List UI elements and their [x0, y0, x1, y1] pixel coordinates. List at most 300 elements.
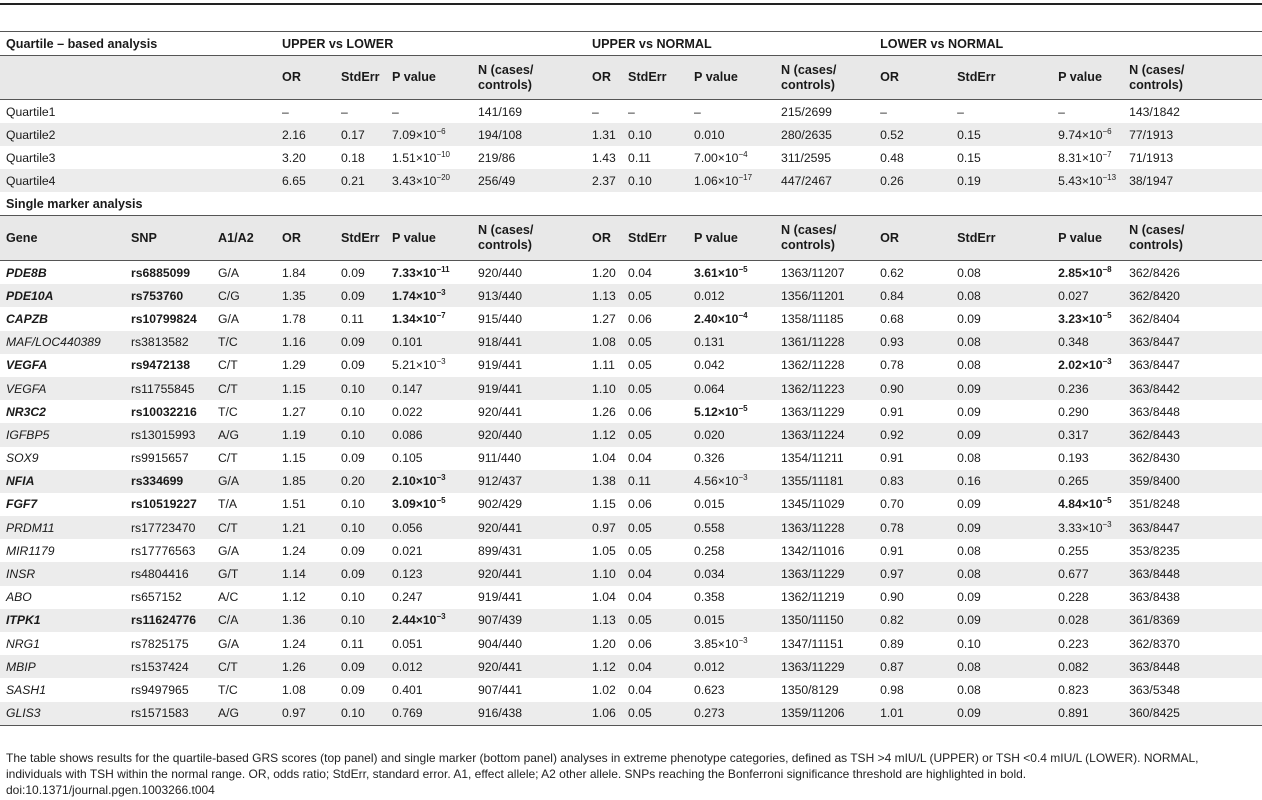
cell-or: 1.26 — [592, 404, 616, 419]
cell-or: 3.20 — [282, 150, 306, 165]
gene-name: MBIP — [0, 655, 125, 678]
cell-or: 1.12 — [586, 423, 622, 446]
col-stderr: StdErr — [622, 56, 688, 100]
cell-stderr: 0.10 — [622, 169, 688, 192]
cell-stderr: 0.09 — [341, 358, 365, 373]
cell-or: 1.04 — [592, 451, 616, 466]
allele: C/T — [218, 358, 238, 373]
allele: C/A — [212, 609, 276, 632]
cell-stderr: 0.10 — [335, 377, 386, 400]
marker-row — [0, 702, 1262, 726]
cell-stderr: 0.10 — [335, 423, 386, 446]
gene-name: NR3C2 — [6, 404, 46, 419]
exponent: −10 — [436, 149, 451, 159]
allele: T/C — [218, 404, 238, 419]
col-or: OR — [276, 56, 335, 100]
cell-pvalue: 0.401 — [392, 682, 423, 697]
exponent: −17 — [738, 172, 753, 182]
marker-row — [0, 655, 1262, 678]
col-or: OR — [276, 216, 335, 261]
cell-n: 141/169 — [478, 104, 523, 119]
cell-pvalue: $8.31\times 10^{-7}$ — [1058, 149, 1112, 165]
cell-n: 1354/11211 — [781, 451, 844, 466]
marker-row — [0, 423, 1262, 446]
cell-n: 359/8400 — [1123, 470, 1262, 493]
marker-row — [0, 470, 1262, 493]
cell-or: 0.68 — [880, 311, 904, 326]
single-section-title: Single marker analysis — [6, 196, 143, 211]
cell-stderr: 0.05 — [622, 377, 688, 400]
col-pvalue: P value — [1052, 56, 1123, 100]
exponent: −20 — [436, 172, 451, 182]
cell-or: 1.27 — [592, 311, 616, 326]
marker-row — [0, 539, 1262, 562]
snp-id: rs10799824 — [131, 311, 197, 326]
col-pvalue: P value — [688, 216, 775, 261]
quartile-name: Quartile4 — [0, 169, 276, 192]
cell-or: 1.08 — [586, 331, 622, 354]
cell-stderr: 0.10 — [335, 702, 386, 726]
cell-stderr: 0.09 — [951, 609, 1052, 632]
snp-id: rs3813582 — [125, 331, 212, 354]
cell-n: 363/8438 — [1129, 590, 1180, 605]
cell-stderr: 0.09 — [957, 590, 981, 605]
col-pvalue: P value — [688, 56, 775, 100]
cell-pvalue: $2.85\times 10^{-8}$ — [1058, 264, 1112, 280]
cell-pvalue: 0.348 — [1052, 331, 1123, 354]
gene-name: CAPZB — [6, 311, 48, 326]
cell-n: 920/441 — [478, 404, 523, 419]
col-or: OR — [874, 56, 951, 100]
cell-or: 1.29 — [282, 358, 306, 373]
allele: G/A — [212, 470, 276, 493]
table-footnote — [6, 750, 1256, 798]
allele: C/T — [212, 377, 276, 400]
cell-or: 1.01 — [874, 702, 951, 726]
cell-stderr: 0.09 — [335, 284, 386, 307]
cell-or: 0.78 — [880, 358, 904, 373]
cell-or: 1.31 — [586, 123, 622, 146]
cell-pvalue: $4.84\times 10^{-5}$ — [1058, 496, 1112, 512]
col-stderr: StdErr — [335, 56, 386, 100]
cell-stderr: 0.04 — [622, 655, 688, 678]
gene-name: NRG1 — [6, 636, 40, 651]
single-header-row — [0, 216, 1262, 261]
cell-stderr: 0.04 — [628, 265, 652, 280]
gene-name: VEGFA — [0, 377, 125, 400]
col-stderr: StdErr — [951, 216, 1052, 261]
cell-or: 1.02 — [592, 682, 616, 697]
cell-stderr: 0.09 — [335, 562, 386, 585]
cell-stderr: 0.10 — [341, 497, 365, 512]
cell-or: 1.26 — [276, 655, 335, 678]
snp-id: rs657152 — [131, 590, 182, 605]
cell-n: 219/86 — [478, 150, 516, 165]
snp-id: rs4804416 — [125, 562, 212, 585]
cell-n: 363/8447 — [1123, 516, 1262, 539]
cell-pvalue: 0.021 — [392, 543, 423, 558]
footnote-text: The table shows results for the quartile-based GRS scores (top panel) and single marker (bottom panel) analyses in extreme phenotype categories, defined as TSH >4 mIU/L (UPPER) or TSH <0.4 mIU/L (LOWER). NORMAL, individuals with TSH within the normal range. OR, odds ratio; StdErr, standard error. A1, effect allele; A2 other allele. SNPs reaching the Bonferroni significance threshold are highlighted in bold. — [6, 751, 1199, 781]
cell-pvalue: 0.082 — [1052, 655, 1123, 678]
cell-n: 919/441 — [478, 590, 523, 605]
cell-or: 1.19 — [276, 423, 335, 446]
exponent: −5 — [1102, 310, 1112, 320]
exponent: −3 — [436, 357, 446, 367]
cell-stderr: – — [628, 104, 635, 119]
cell-n: 363/8448 — [1123, 562, 1262, 585]
results-table — [0, 31, 1262, 726]
cell-pvalue: 0.317 — [1052, 423, 1123, 446]
gene-name: MIR1179 — [6, 543, 55, 558]
cell-or: 1.85 — [276, 470, 335, 493]
cell-pvalue: 0.358 — [694, 590, 725, 605]
cell-or: 1.38 — [586, 470, 622, 493]
exponent: −8 — [1102, 264, 1112, 274]
col-or: OR — [586, 216, 622, 261]
allele: A/C — [218, 590, 239, 605]
cell-stderr: 0.09 — [335, 655, 386, 678]
cell-n: 899/431 — [478, 543, 523, 558]
cell-pvalue: 0.273 — [688, 702, 775, 726]
cell-n: 362/8426 — [1129, 265, 1180, 280]
cell-pvalue: 0.015 — [694, 497, 725, 512]
cell-n: 280/2635 — [775, 123, 874, 146]
cell-n: 1358/11185 — [781, 311, 844, 326]
cell-stderr: 0.05 — [628, 358, 652, 373]
cell-stderr: 0.18 — [341, 150, 365, 165]
allele: G/T — [212, 562, 276, 585]
cell-or: 0.87 — [874, 655, 951, 678]
cell-pvalue: $1.34\times 10^{-7}$ — [392, 310, 446, 326]
snp-id: rs13015993 — [125, 423, 212, 446]
cell-or: – — [880, 104, 887, 119]
snp-id: rs753760 — [125, 284, 212, 307]
snp-id: rs6885099 — [131, 265, 190, 280]
cell-n: 1356/11201 — [775, 284, 874, 307]
exponent: −4 — [738, 149, 748, 159]
cell-n: 919/441 — [478, 358, 523, 373]
cell-pvalue: 0.255 — [1058, 543, 1089, 558]
cell-pvalue: 0.105 — [392, 451, 423, 466]
cell-stderr: 0.04 — [622, 562, 688, 585]
col-n: N (cases/ controls) — [1123, 56, 1262, 100]
cell-or: 1.27 — [282, 404, 306, 419]
cell-or: 1.11 — [592, 358, 615, 373]
cell-n: 143/1842 — [1129, 104, 1180, 119]
cell-or: 0.91 — [880, 404, 904, 419]
col-allele: A1/A2 — [212, 216, 276, 261]
exponent: −4 — [738, 310, 748, 320]
cell-n: 912/437 — [472, 470, 586, 493]
exponent: −7 — [436, 310, 446, 320]
allele: C/T — [212, 655, 276, 678]
cell-pvalue: 0.223 — [1058, 636, 1089, 651]
col-pvalue: P value — [1052, 216, 1123, 261]
cell-n: 1362/11223 — [775, 377, 874, 400]
top-rule — [0, 3, 1262, 5]
cell-n: 1342/11016 — [781, 543, 845, 558]
cell-stderr: 0.17 — [335, 123, 386, 146]
cell-stderr: 0.08 — [951, 331, 1052, 354]
cell-or: 1.24 — [282, 636, 306, 651]
cell-or: 0.82 — [874, 609, 951, 632]
cell-stderr: 0.09 — [951, 423, 1052, 446]
cell-or: 0.70 — [880, 497, 904, 512]
allele: G/A — [218, 636, 239, 651]
gene-name: GLIS3 — [0, 702, 125, 726]
cell-n: 363/8448 — [1123, 655, 1262, 678]
cell-pvalue: 0.326 — [694, 451, 725, 466]
cell-pvalue: 0.012 — [688, 655, 775, 678]
cell-n: 363/5348 — [1129, 682, 1180, 697]
cell-or: 1.14 — [276, 562, 335, 585]
col-gene: Gene — [0, 216, 125, 261]
cell-or: 1.05 — [592, 543, 616, 558]
cell-or: 1.20 — [592, 265, 616, 280]
cell-pvalue: $5.21\times 10^{-3}$ — [392, 357, 446, 373]
cell-stderr: 0.09 — [951, 702, 1052, 726]
cell-or: – — [282, 104, 289, 119]
cell-pvalue: 0.012 — [386, 655, 472, 678]
cell-stderr: 0.08 — [951, 562, 1052, 585]
cell-or: – — [592, 104, 599, 119]
cell-n: 907/439 — [472, 609, 586, 632]
cell-or: 1.10 — [586, 562, 622, 585]
snp-id: rs17776563 — [131, 543, 196, 558]
cell-stderr: 0.06 — [628, 636, 652, 651]
cell-or: 1.78 — [282, 311, 306, 326]
cell-n: 902/429 — [478, 497, 523, 512]
cell-or: 0.91 — [880, 451, 904, 466]
marker-row — [0, 516, 1262, 539]
cell-n: 353/8235 — [1129, 543, 1180, 558]
cell-n: 362/8443 — [1123, 423, 1262, 446]
exponent: −7 — [1102, 149, 1112, 159]
cell-pvalue: – — [694, 104, 701, 119]
cell-or: 0.91 — [880, 543, 904, 558]
cell-pvalue: $3.33\times 10^{-3}$ — [1052, 516, 1123, 539]
cell-or: 1.08 — [282, 682, 306, 697]
cell-stderr: 0.09 — [951, 516, 1052, 539]
cell-or: 0.83 — [874, 470, 951, 493]
cell-pvalue: $1.51\times 10^{-10}$ — [392, 149, 451, 165]
exponent: −3 — [436, 287, 446, 297]
snp-id: rs7825175 — [131, 636, 189, 651]
exponent: −3 — [1102, 357, 1112, 367]
cell-n: 361/8369 — [1123, 609, 1262, 632]
cell-n: 194/108 — [472, 123, 586, 146]
gene-name: MAF/LOC440389 — [0, 331, 125, 354]
cell-pvalue: 0.677 — [1052, 562, 1123, 585]
quartile-name: Quartile3 — [6, 150, 56, 165]
cell-or: 0.93 — [874, 331, 951, 354]
cell-or: 0.78 — [874, 516, 951, 539]
cell-n: 1362/11228 — [781, 358, 845, 373]
cell-pvalue: 0.623 — [694, 682, 725, 697]
allele: T/A — [218, 497, 237, 512]
cell-stderr: 0.10 — [957, 636, 981, 651]
col-or: OR — [874, 216, 951, 261]
cell-stderr: 0.05 — [622, 331, 688, 354]
cell-pvalue: $9.74\times 10^{-6}$ — [1052, 123, 1123, 146]
cell-stderr: 0.10 — [341, 590, 365, 605]
cell-n: 362/8430 — [1129, 451, 1180, 466]
cell-stderr: 0.11 — [628, 150, 651, 165]
cell-stderr: 0.08 — [957, 265, 981, 280]
cell-n: 215/2699 — [781, 104, 832, 119]
exponent: −5 — [1102, 496, 1112, 506]
cell-pvalue: 0.051 — [392, 636, 423, 651]
cell-pvalue: 0.823 — [1058, 682, 1089, 697]
cell-pvalue: 0.769 — [386, 702, 472, 726]
cell-pvalue: 0.064 — [688, 377, 775, 400]
cell-or: 1.51 — [282, 497, 306, 512]
single-section-row — [0, 192, 1262, 216]
cell-n: 351/8248 — [1129, 497, 1180, 512]
header-spacer — [0, 56, 276, 100]
cell-or: 0.52 — [874, 123, 951, 146]
cell-stderr: 0.09 — [341, 543, 365, 558]
cell-or: 0.90 — [874, 377, 951, 400]
cell-stderr: 0.11 — [622, 470, 688, 493]
exponent: −5 — [738, 403, 748, 413]
col-stderr: StdErr — [951, 56, 1052, 100]
cell-or: 1.13 — [586, 609, 622, 632]
cell-or: 1.10 — [586, 377, 622, 400]
gene-name: ITPK1 — [0, 609, 125, 632]
cell-pvalue: – — [392, 104, 399, 119]
cell-pvalue: 0.028 — [1052, 609, 1123, 632]
cell-n: 362/8404 — [1129, 311, 1180, 326]
cell-n: 907/441 — [478, 682, 523, 697]
cell-pvalue: 0.558 — [688, 516, 775, 539]
quartile-row — [0, 100, 1262, 124]
cell-n: 920/440 — [478, 265, 523, 280]
cell-n: 1363/11207 — [781, 265, 845, 280]
quartile-section-row — [0, 32, 1262, 56]
cell-n: 913/440 — [472, 284, 586, 307]
cell-stderr: 0.08 — [957, 451, 981, 466]
cell-or: 0.97 — [874, 562, 951, 585]
cell-or: 1.36 — [276, 609, 335, 632]
gene-name: NFIA — [0, 470, 125, 493]
cell-stderr: 0.04 — [628, 590, 652, 605]
col-n: N (cases/ controls) — [472, 216, 586, 261]
snp-id: rs9915657 — [131, 451, 189, 466]
cell-stderr: 0.16 — [951, 470, 1052, 493]
col-pvalue: P value — [386, 216, 472, 261]
cell-or: 0.97 — [276, 702, 335, 726]
cell-n: 1355/11181 — [775, 470, 874, 493]
cell-n: 1363/11229 — [781, 404, 845, 419]
cell-pvalue: $3.85\times 10^{-3}$ — [694, 635, 748, 651]
cell-stderr: 0.06 — [628, 497, 652, 512]
snp-id: rs9497965 — [131, 682, 189, 697]
cell-n: 911/440 — [478, 451, 522, 466]
exponent: −11 — [436, 264, 450, 274]
cell-stderr: 0.09 — [957, 497, 981, 512]
cell-stderr: 0.05 — [622, 516, 688, 539]
cell-pvalue: 0.258 — [694, 543, 725, 558]
gene-name: ABO — [6, 590, 32, 605]
cell-stderr: 0.05 — [622, 284, 688, 307]
cell-or: 6.65 — [276, 169, 335, 192]
cell-n: 1359/11206 — [775, 702, 874, 726]
cell-or: 1.06 — [586, 702, 622, 726]
cell-pvalue: $2.02\times 10^{-3}$ — [1058, 357, 1112, 373]
cell-or: 1.35 — [276, 284, 335, 307]
cell-or: 0.26 — [874, 169, 951, 192]
col-n: N (cases/ controls) — [775, 56, 874, 100]
cell-pvalue: $2.44\times 10^{-3}$ — [386, 609, 472, 632]
cell-n: 920/440 — [472, 423, 586, 446]
marker-row — [0, 284, 1262, 307]
allele: T/C — [212, 331, 276, 354]
cell-pvalue: 0.131 — [688, 331, 775, 354]
exponent: −6 — [1102, 126, 1112, 136]
group-upper-vs-normal: UPPER vs NORMAL — [586, 32, 874, 56]
gene-name: PDE10A — [0, 284, 125, 307]
cell-or: 1.20 — [592, 636, 616, 651]
allele: A/G — [212, 423, 276, 446]
cell-n: 77/1913 — [1123, 123, 1262, 146]
cell-n: 1363/11229 — [775, 562, 874, 585]
allele: T/C — [218, 682, 238, 697]
cell-or: 2.37 — [586, 169, 622, 192]
cell-n: 1350/8129 — [781, 682, 839, 697]
marker-row — [0, 400, 1262, 423]
cell-stderr: 0.11 — [341, 636, 364, 651]
cell-n: 1363/11224 — [775, 423, 874, 446]
cell-pvalue: 0.228 — [1058, 590, 1089, 605]
cell-or: 1.15 — [282, 451, 306, 466]
cell-n: 362/8370 — [1129, 636, 1180, 651]
cell-n: 447/2467 — [775, 169, 874, 192]
marker-row — [0, 586, 1262, 609]
exponent: −3 — [1102, 519, 1112, 529]
cell-stderr: 0.05 — [622, 702, 688, 726]
exponent: −6 — [436, 126, 446, 136]
marker-row — [0, 632, 1262, 655]
cell-pvalue: $7.09\times 10^{-6}$ — [386, 123, 472, 146]
cell-stderr: 0.08 — [957, 682, 981, 697]
cell-n: 360/8425 — [1123, 702, 1262, 726]
cell-or: 1.24 — [282, 543, 306, 558]
cell-or: 2.16 — [276, 123, 335, 146]
cell-or: 1.84 — [282, 265, 306, 280]
cell-pvalue: $3.23\times 10^{-5}$ — [1058, 310, 1112, 326]
cell-n: 1362/11219 — [781, 590, 845, 605]
gene-name: SASH1 — [6, 682, 46, 697]
col-n: N (cases/ controls) — [1123, 216, 1262, 261]
gene-name: PRDM11 — [0, 516, 125, 539]
gene-name: SOX9 — [6, 451, 39, 466]
group-upper-vs-lower: UPPER vs LOWER — [276, 32, 586, 56]
cell-or: 0.97 — [586, 516, 622, 539]
quartile-row — [0, 123, 1262, 146]
cell-stderr: 0.09 — [341, 451, 365, 466]
cell-stderr: 0.09 — [341, 265, 365, 280]
col-n: N (cases/ controls) — [472, 56, 586, 100]
cell-n: 916/438 — [472, 702, 586, 726]
marker-row — [0, 562, 1262, 585]
cell-stderr: 0.05 — [622, 423, 688, 446]
cell-n: 38/1947 — [1123, 169, 1262, 192]
cell-n: 363/8447 — [1123, 331, 1262, 354]
cell-pvalue: 0.265 — [1052, 470, 1123, 493]
cell-stderr: – — [957, 104, 964, 119]
cell-or: 1.16 — [276, 331, 335, 354]
